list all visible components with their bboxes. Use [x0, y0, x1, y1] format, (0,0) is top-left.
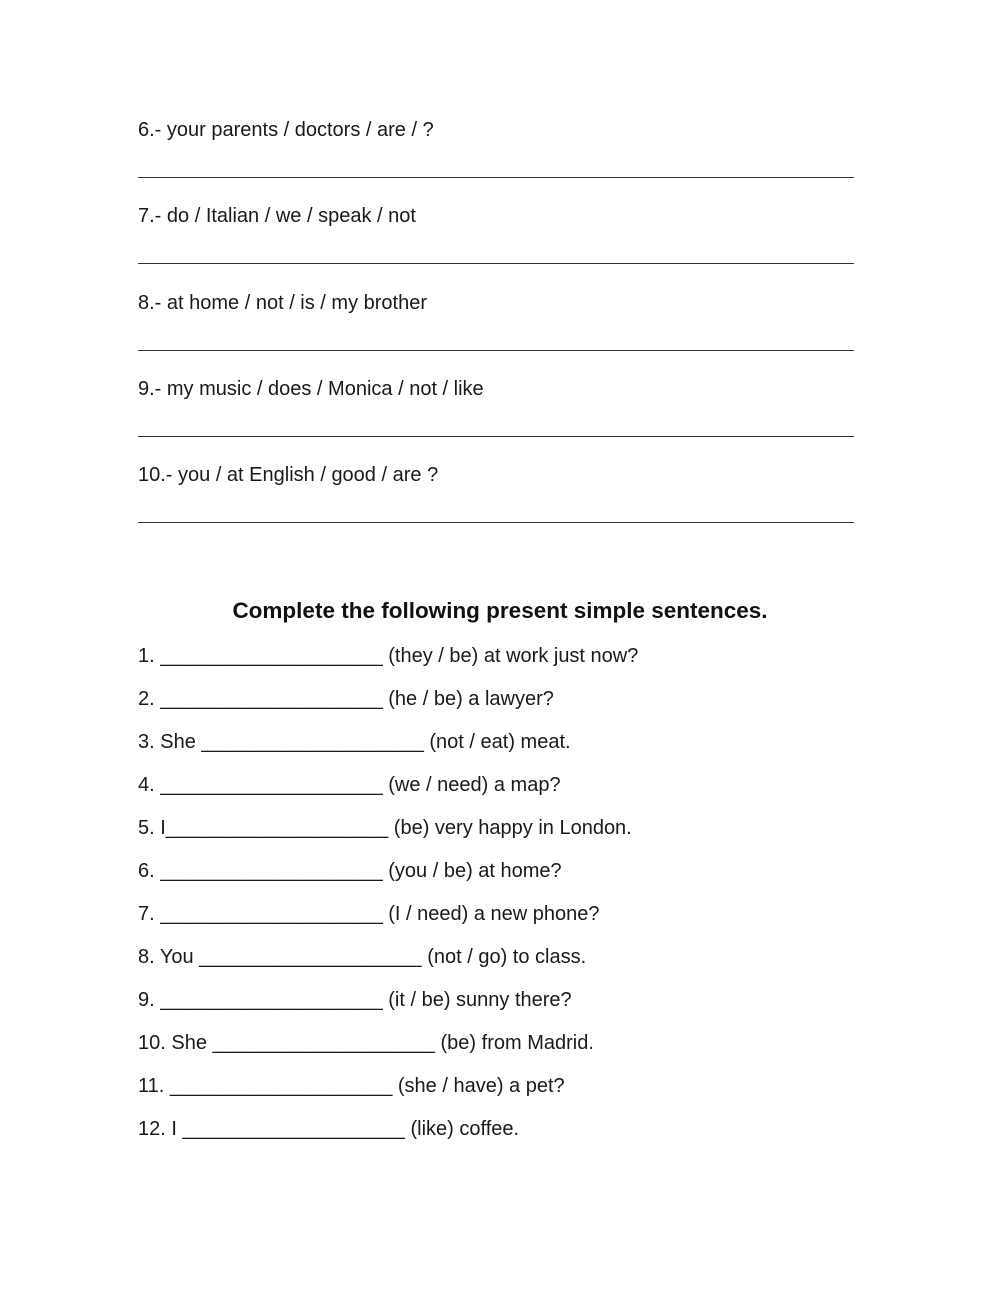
- scramble-prompt: 6.- your parents / doctors / are / ?: [138, 119, 434, 141]
- fill-item[interactable]: 1. ____________________ (they / be) at work just now?: [138, 645, 639, 667]
- fill-item[interactable]: 4. ____________________ (we / need) a map?: [138, 774, 561, 796]
- scramble-prompt: 10.- you / at English / good / are ?: [138, 464, 439, 486]
- answer-line[interactable]: [138, 350, 854, 351]
- fill-item[interactable]: 6. ____________________ (you / be) at home?: [138, 860, 562, 882]
- answer-line[interactable]: [138, 263, 854, 264]
- fill-item[interactable]: 11. ____________________ (she / have) a pet?: [138, 1075, 565, 1097]
- scramble-prompt: 8.- at home / not / is / my brother: [138, 292, 428, 314]
- answer-line[interactable]: [138, 177, 854, 178]
- scramble-prompt: 9.- my music / does / Monica / not / like: [138, 378, 484, 400]
- answer-line[interactable]: [138, 522, 854, 523]
- section-title: Complete the following present simple sentences.: [232, 598, 768, 623]
- fill-item[interactable]: 10. She ____________________ (be) from Madrid.: [138, 1032, 594, 1054]
- fill-item[interactable]: 2. ____________________ (he / be) a lawyer?: [138, 688, 554, 710]
- scramble-prompt: 7.- do / Italian / we / speak / not: [138, 205, 416, 227]
- fill-item[interactable]: 8. You ____________________ (not / go) to class.: [138, 946, 587, 968]
- fill-item[interactable]: 9. ____________________ (it / be) sunny there?: [138, 989, 572, 1011]
- fill-item[interactable]: 12. I ____________________ (like) coffee.: [138, 1118, 520, 1140]
- fill-item[interactable]: 5. I____________________ (be) very happy in London.: [138, 817, 632, 839]
- answer-line[interactable]: [138, 436, 854, 437]
- fill-item[interactable]: 3. She ____________________ (not / eat) meat.: [138, 731, 571, 753]
- fill-item[interactable]: 7. ____________________ (I / need) a new phone?: [138, 903, 600, 925]
